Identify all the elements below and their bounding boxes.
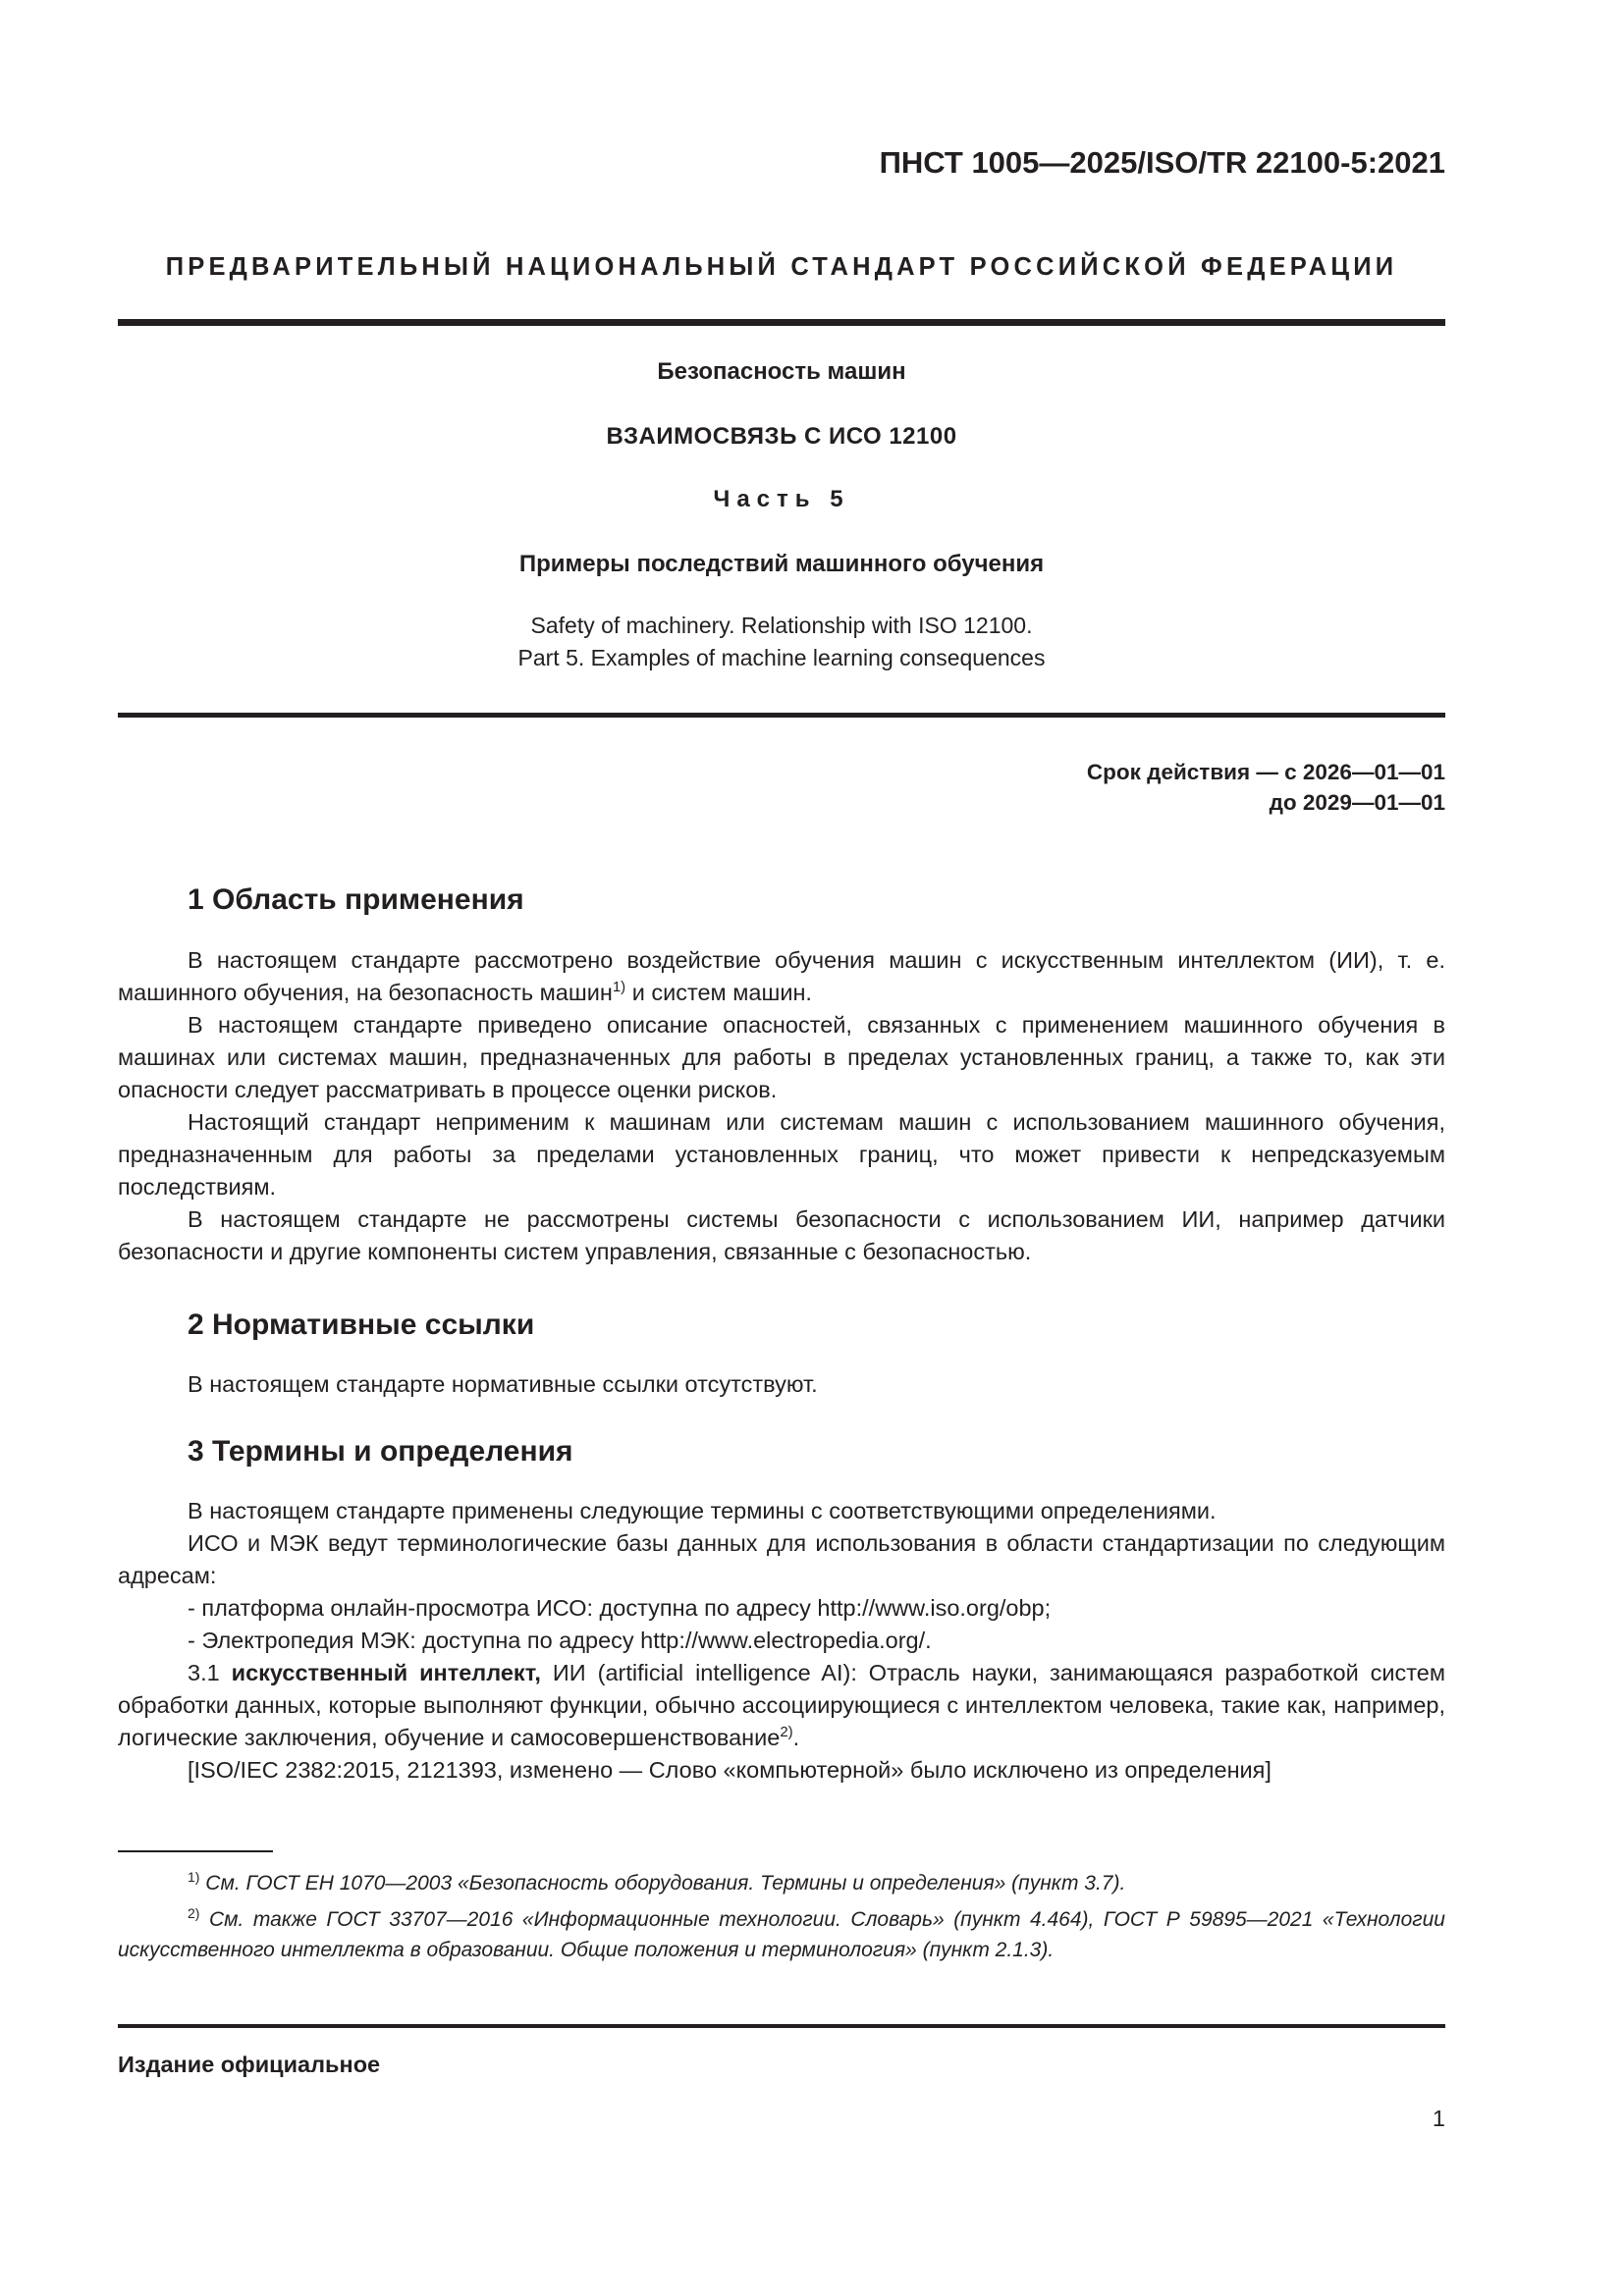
footnote-2 bbox=[118, 1904, 1445, 1965]
section-1-paragraph-2: В настоящем стандарте приведено описание опасностей, связанных с применением машинного обучения в машинах или системах машин, предназначенных для работы в пределах установленных границ, а также то, как эти опасности следует рассматривать в процессе оценки рисков. bbox=[118, 1012, 1445, 1102]
footnote-mark: 2) bbox=[188, 1905, 200, 1921]
title-line-2: ВЗАИМОСВЯЗЬ С ИСО 12100 bbox=[606, 423, 957, 450]
document-code: ПНСТ 1005—2025/ISO/TR 22100-5:2021 bbox=[879, 145, 1445, 180]
list-item: - платформа онлайн-просмотра ИСО: доступна по адресу http://www.iso.org/obp; bbox=[188, 1595, 1052, 1621]
section-2-heading: 2 Нормативные ссылки bbox=[188, 1308, 535, 1341]
header-rule bbox=[118, 319, 1445, 326]
footnote-mark: 1) bbox=[188, 1869, 200, 1885]
paragraph-text: и систем машин. bbox=[625, 980, 812, 1005]
page-number: 1 bbox=[1432, 2106, 1445, 2131]
section-3-heading: 3 Термины и определения bbox=[188, 1435, 573, 1468]
term-definition-end: . bbox=[792, 1725, 800, 1750]
title-english-line-2: Part 5. Examples of machine learning consequences bbox=[517, 645, 1046, 670]
title-rule bbox=[118, 713, 1445, 718]
title-line-1: Безопасность машин bbox=[657, 358, 906, 385]
section-1-paragraph-4: В настоящем стандарте не рассмотрены системы безопасности с использованием ИИ, например датчики безопасности и другие компоненты систем управления, связанные с безопасностью. bbox=[118, 1206, 1445, 1264]
footer-rule bbox=[118, 2024, 1445, 2028]
section-3-paragraph-2: ИСО и МЭК ведут терминологические базы данных для использования в области стандартизации по следующим адресам: bbox=[118, 1530, 1445, 1588]
footnote-text: См. также ГОСТ 33707—2016 «Информационные технологии. Словарь» (пункт 4.464), ГОСТ Р 59895—2021 «Технологии искусственного интеллекта в образовании. Общие положения и терминология» (пункт 2.1.3). bbox=[118, 1908, 1445, 1961]
term-source: [ISO/IEC 2382:2015, 2121393, изменено — Слово «компьютерной» было исключено из определения] bbox=[188, 1757, 1272, 1783]
edition-label: Издание официальное bbox=[118, 2052, 381, 2077]
section-1-heading: 1 Область применения bbox=[188, 883, 524, 916]
section-1-paragraph-3: Настоящий стандарт неприменим к машинам или системам машин с использованием машинного обучения, предназначенным для работы за пределами установленных границ, что может привести к непредсказуемым последствиям. bbox=[118, 1109, 1445, 1200]
title-part: Часть 5 bbox=[713, 486, 850, 512]
footnote-text: См. ГОСТ ЕН 1070—2003 «Безопасность оборудования. Термины и определения» (пункт 3.7). bbox=[199, 1872, 1126, 1895]
term-definition-text: ИИ (artificial intelligence AI): Отрасль науки, занимающаяся разработкой систем обработки данных, которые выполняют функции, обычно ассоциирующиеся с интеллектом человека, такие как, например, логические заключения, обучение и самосовершенствование bbox=[118, 1660, 1446, 1750]
standard-type-title: ПРЕДВАРИТЕЛЬНЫЙ НАЦИОНАЛЬНЫЙ СТАНДАРТ РОССИЙСКОЙ ФЕДЕРАЦИИ bbox=[165, 253, 1398, 281]
term-definition-3-1 bbox=[118, 1657, 1445, 1754]
section-3-paragraph-1: В настоящем стандарте применены следующие термины с соответствующими определениями. bbox=[188, 1498, 1217, 1523]
list-item: - Электропедия МЭК: доступна по адресу http://www.electropedia.org/. bbox=[188, 1628, 932, 1653]
term-name: искусственный интеллект, bbox=[231, 1660, 541, 1685]
section-1-paragraph-1 bbox=[118, 944, 1445, 1009]
footnote-separator bbox=[118, 1850, 273, 1852]
validity-from: Срок действия — с 2026—01—01 bbox=[1086, 760, 1445, 784]
title-subtitle: Примеры последствий машинного обучения bbox=[518, 551, 1045, 577]
validity-to: до 2029—01—01 bbox=[1269, 790, 1445, 815]
footnote-1 bbox=[118, 1868, 1445, 1898]
footnote-ref-1: 1) bbox=[612, 979, 626, 995]
paragraph-text: В настоящем стандарте рассмотрено воздействие обучения машин с искусственным интеллектом (ИИ), т. е. машинного обучения, на безопасность машин bbox=[118, 947, 1445, 1005]
section-2-paragraph-1: В настоящем стандарте нормативные ссылки отсутствуют. bbox=[188, 1371, 818, 1397]
title-english-line-1: Safety of machinery. Relationship with ISO 12100. bbox=[530, 613, 1033, 638]
term-number: 3.1 bbox=[188, 1660, 232, 1685]
footnote-ref-2: 2) bbox=[780, 1724, 793, 1740]
